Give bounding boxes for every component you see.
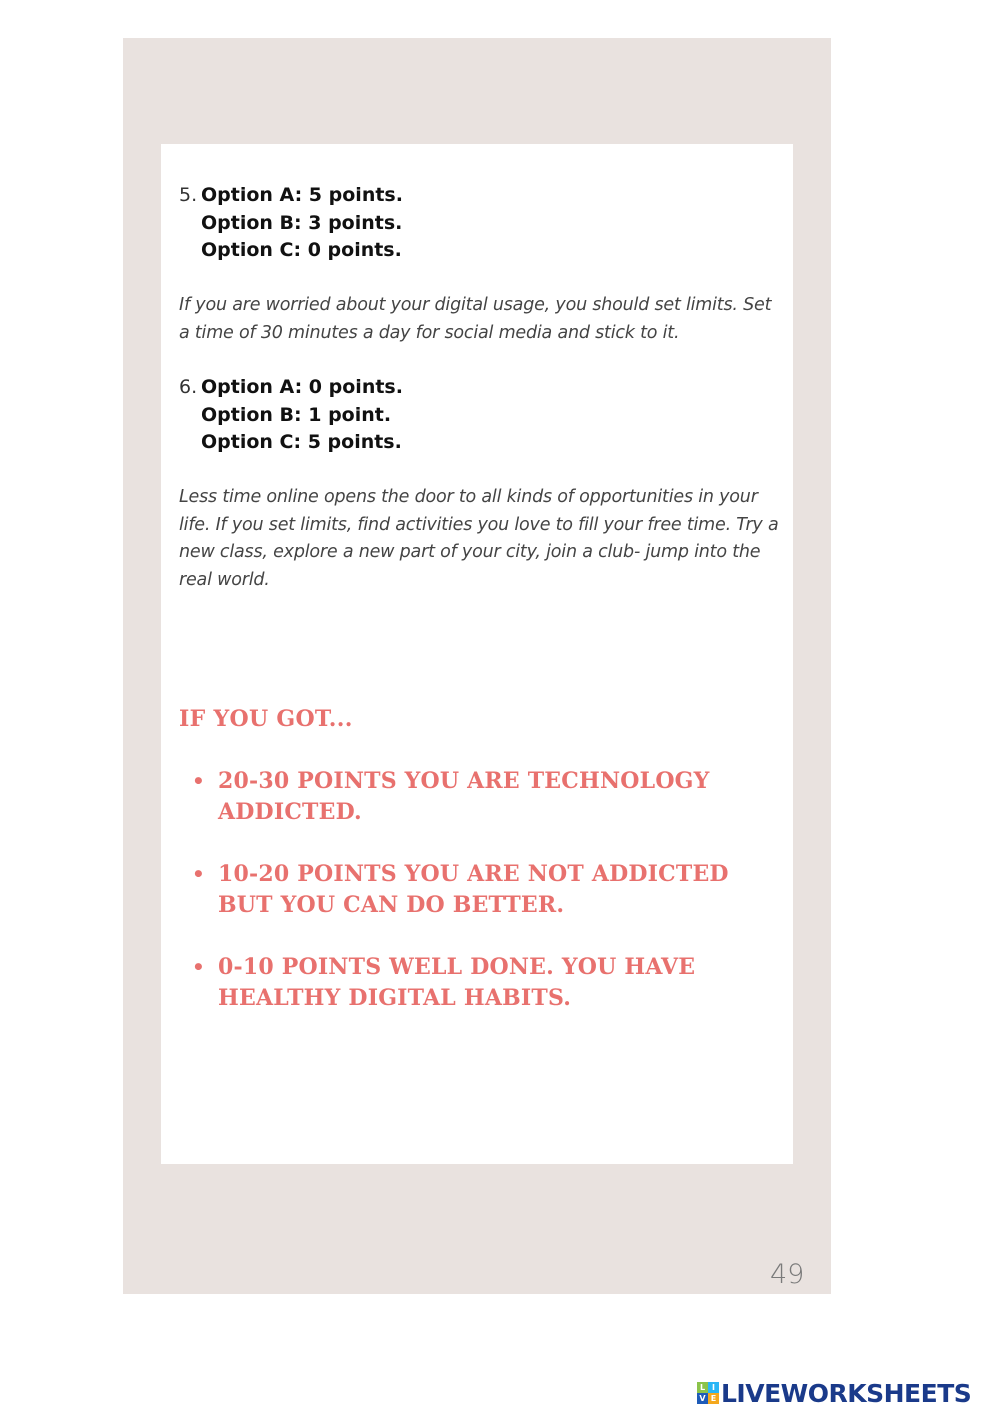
question-5-note: If you are worried about your digital usage, you should set limits. Set a time of 30 minutes a day for social media and stick to it.: [179, 295, 772, 343]
results-list: [190, 766, 780, 1045]
result-text: 0-10 POINTS WELL DONE. YOU HAVE HEALTHY DIGITAL HABITS.: [218, 954, 696, 1011]
result-item-0-10: [190, 952, 780, 1014]
question-5: [179, 182, 403, 265]
page-number: 49: [770, 1259, 805, 1290]
option-a: Option A: 0 points.: [201, 376, 403, 398]
question-6: [179, 374, 403, 457]
option-b: Option B: 3 points.: [201, 211, 403, 234]
option-b: Option B: 1 point.: [201, 403, 392, 426]
bullet-icon: •: [192, 955, 205, 979]
result-text: 10-20 POINTS YOU ARE NOT ADDICTED BUT YOU CAN DO BETTER.: [218, 861, 729, 918]
results-heading: IF YOU GOT...: [179, 706, 353, 732]
liveworksheets-brand: [697, 1376, 971, 1410]
result-item-20-30: [190, 766, 780, 828]
bullet-icon: •: [192, 769, 205, 793]
option-c: Option C: 0 points.: [201, 239, 402, 261]
question-number: 6.: [179, 376, 198, 398]
question-6-note: Less time online opens the door to all kinds of opportunities in your life. If you set limits, find activities you love to fill your free time. Try a new class, explore a new part of your city, join a club- jump into the real world.: [179, 487, 779, 590]
result-item-10-20: [190, 859, 780, 921]
bullet-icon: •: [192, 862, 205, 886]
question-number: 5.: [179, 184, 198, 206]
option-a: Option A: 5 points.: [201, 184, 403, 206]
brand-name: LIVEWORKSHEETS: [721, 1378, 972, 1408]
liveworksheets-logo-icon: L I V E: [697, 1382, 719, 1404]
option-c: Option C: 5 points.: [201, 431, 402, 453]
result-text: 20-30 POINTS YOU ARE TECHNOLOGY ADDICTED.: [218, 768, 710, 825]
